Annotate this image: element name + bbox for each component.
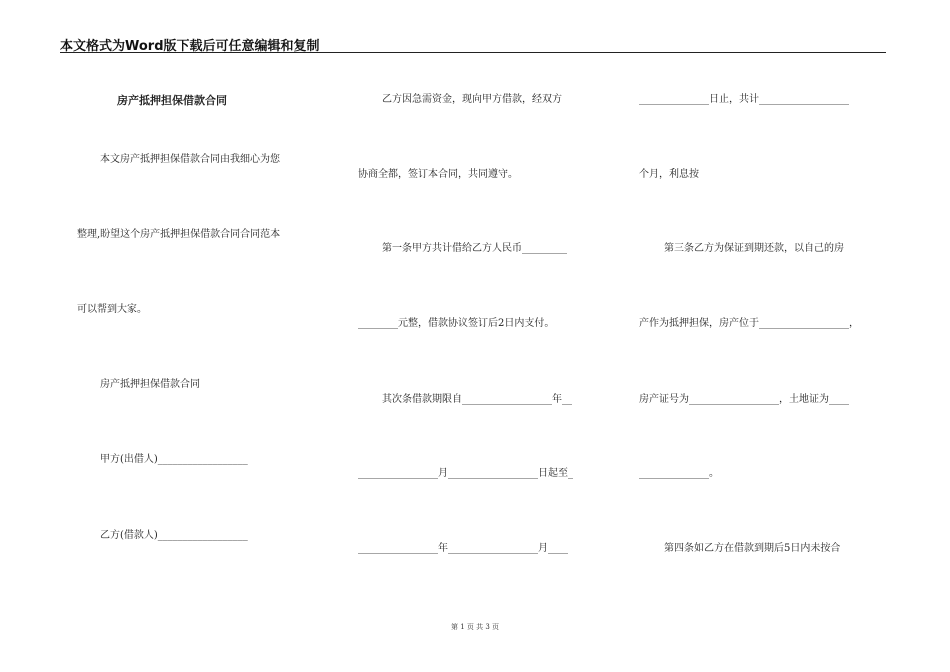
- paragraph-line: 整理,盼望这个房产抵押担保借款合同合同范本: [77, 229, 281, 240]
- paragraph-line: 可以帮到大家。: [77, 304, 147, 315]
- paragraph-line: 第三条乙方为保证到期还款，以自己的房: [664, 243, 844, 254]
- paragraph-line: 第一条甲方共计借给乙方人民币_________: [382, 243, 567, 254]
- page-footer: 第 1 页 共 3 页: [450, 623, 500, 631]
- paragraph-line: ________元整，借款协议签订后2日内支付。: [358, 318, 555, 329]
- paragraph-line: 房产抵押担保借款合同: [100, 379, 200, 390]
- paragraph-line: 个月，利息按: [639, 169, 699, 180]
- paragraph-line: 房产证号为__________________，土地证为____: [639, 394, 849, 405]
- column-2: [340, 0, 620, 672]
- paragraph-line: 协商全都，签订本合同，共同遵守。: [358, 169, 518, 180]
- paragraph-line: ________________月__________________日起至_: [358, 468, 573, 479]
- borrower-field: 乙方(借款人)__________________: [100, 530, 248, 541]
- paragraph-line: 其次条借款期限自__________________年__: [382, 394, 572, 405]
- paragraph-line: 产作为抵押担保，房产位于__________________，: [639, 318, 859, 329]
- paragraph-line: 本文房产抵押担保借款合同由我细心为您: [100, 154, 280, 165]
- paragraph-line: ________________年__________________月____: [358, 543, 568, 554]
- paragraph-line: 第四条如乙方在借款到期后5日内未按合: [664, 543, 841, 554]
- column-1: [0, 0, 330, 672]
- paragraph-line: 乙方因急需资金，现向甲方借款，经双方: [382, 94, 562, 105]
- lender-field: 甲方(出借人)__________________: [100, 454, 248, 465]
- column-3: [630, 0, 900, 672]
- paragraph-line: ______________日止，共计__________________: [639, 94, 849, 105]
- paragraph-line: ______________。: [639, 468, 719, 479]
- header-text: 本文格式为Word版下载后可任意编辑和复制: [60, 39, 320, 54]
- document-title: 房产抵押担保借款合同: [117, 94, 227, 107]
